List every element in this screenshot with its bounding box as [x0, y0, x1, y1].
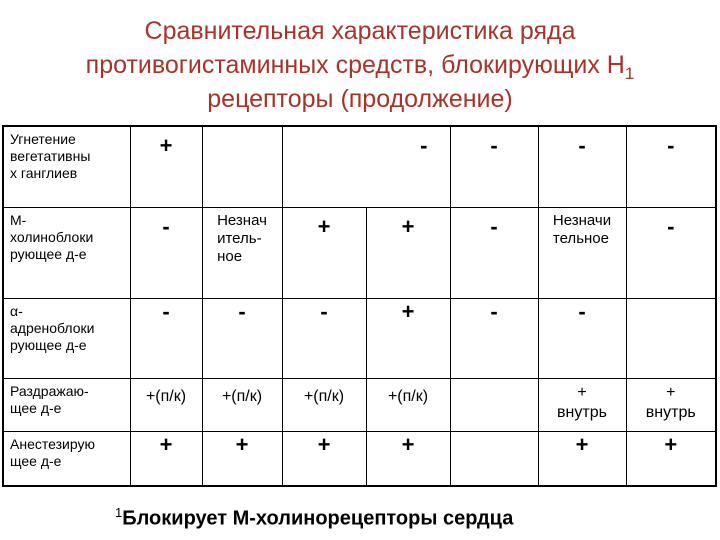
- table-cell: [626, 126, 716, 207]
- cell-value: -: [238, 298, 246, 324]
- table-cell: [130, 431, 202, 486]
- table-cell-empty: [450, 378, 538, 431]
- cell-value: +: [317, 213, 331, 239]
- cell-value: +: [159, 431, 173, 457]
- cell-value: -: [162, 213, 170, 239]
- table-row: [3, 378, 716, 431]
- cell-value: -: [667, 133, 675, 158]
- table-cell: [366, 431, 450, 486]
- cell-value: -: [420, 133, 428, 158]
- title-line-3: рецепторы (продолжение): [207, 85, 513, 113]
- table-cell: [130, 378, 202, 431]
- title-line-2-text: противогистаминных средств, блокирующих H: [85, 51, 625, 79]
- label-line: щее д-е: [10, 399, 62, 416]
- label-line: холиноблоки: [10, 228, 94, 245]
- label-line: х ганглиев: [10, 165, 78, 181]
- cell-value: -: [490, 298, 498, 324]
- table-cell: [282, 378, 366, 431]
- cell-value: -: [578, 298, 586, 324]
- cell-line: итель-: [217, 229, 262, 247]
- table-cell: [282, 298, 366, 378]
- table-cell: [538, 207, 626, 298]
- cell-value: -: [320, 298, 328, 324]
- label-line: рующее д-е: [10, 336, 87, 353]
- table-cell: [626, 431, 716, 486]
- table-cell: [130, 207, 202, 298]
- cell-value: +: [401, 298, 415, 324]
- cell-value: [217, 208, 267, 266]
- footnote: [115, 505, 513, 531]
- cell-value: +(п/к): [303, 387, 345, 405]
- table-cell: [450, 298, 538, 378]
- table-row: [3, 431, 716, 486]
- table-row: [3, 298, 716, 378]
- table-cell: [450, 126, 538, 207]
- table-cell: [366, 298, 450, 378]
- title-line-2: [0, 48, 720, 82]
- cell-line: внутрь: [557, 403, 607, 421]
- cell-value: +(п/к): [221, 387, 263, 405]
- table-cell: [538, 298, 626, 378]
- cell-line: тельное: [552, 229, 609, 247]
- table-cell-empty: [450, 431, 538, 486]
- cell-line: +: [666, 383, 676, 401]
- cell-line: ное: [217, 247, 243, 265]
- row-label-irritating: [3, 378, 130, 431]
- row-label-ganglia: [3, 126, 130, 207]
- comparison-table: [2, 125, 717, 487]
- row-label-alpha-adrenoblocking: [3, 298, 130, 378]
- title-subscript: 1: [624, 64, 635, 83]
- cell-value: +(п/к): [145, 387, 187, 405]
- table-cell: [538, 378, 626, 431]
- label-line: вегетативны: [10, 148, 91, 164]
- table-cell: [450, 207, 538, 298]
- table-cell-empty: [626, 298, 716, 378]
- cell-value: +: [235, 431, 249, 457]
- cell-value: +: [159, 133, 173, 158]
- cell-value: [646, 379, 696, 423]
- label-line: М-: [10, 211, 27, 228]
- table-cell-empty: [202, 126, 282, 207]
- row-label-anesthetic: [3, 431, 130, 486]
- cell-line: Незнач: [217, 211, 267, 229]
- cell-value: -: [667, 213, 675, 239]
- cell-line: Незначи: [552, 211, 612, 229]
- table-row: [3, 207, 716, 298]
- label-line: Угнетение: [10, 131, 76, 147]
- table-cell: [202, 298, 282, 378]
- cell-value: +: [575, 431, 589, 457]
- label-line: Анестезирую: [10, 435, 95, 452]
- cell-value: +: [401, 213, 415, 239]
- table-cell: [282, 207, 366, 298]
- label-line: α-: [10, 302, 23, 319]
- label-line: щее д-е: [10, 452, 62, 469]
- table-cell: [538, 126, 626, 207]
- cell-value: +: [401, 431, 415, 457]
- cell-value: [557, 379, 607, 423]
- cell-line: внутрь: [645, 403, 696, 421]
- label-line: Раздражаю-: [10, 382, 89, 399]
- table-cell: [626, 378, 716, 431]
- cell-value: +(п/к): [387, 387, 429, 405]
- table-cell: [202, 207, 282, 298]
- table-cell: [366, 207, 450, 298]
- cell-value: [553, 208, 611, 248]
- cell-value: -: [578, 133, 586, 158]
- row-label-m-cholinoblocking: [3, 207, 130, 298]
- title-line-1: Сравнительная характеристика ряда: [144, 17, 576, 45]
- table-row: [3, 126, 716, 207]
- table-cell: [202, 378, 282, 431]
- cell-value: +: [664, 431, 678, 457]
- slide-title: [0, 14, 720, 116]
- table-cell: [538, 431, 626, 486]
- footnote-mark: 1: [115, 505, 123, 520]
- cell-value: -: [162, 298, 170, 324]
- cell-value: +: [317, 431, 331, 457]
- table-cell: [626, 207, 716, 298]
- table-cell: [202, 431, 282, 486]
- cell-value: -: [490, 133, 498, 158]
- table-cell: [282, 431, 366, 486]
- table-cell: [366, 378, 450, 431]
- footnote-text: Блокирует М-холинорецепторы сердца: [122, 507, 514, 530]
- table-cell: [130, 126, 202, 207]
- label-line: рующее д-е: [10, 245, 87, 262]
- cell-line: +: [577, 383, 587, 401]
- table-cell: [282, 126, 450, 207]
- label-line: адреноблоки: [10, 319, 95, 336]
- cell-value: -: [490, 213, 498, 239]
- table-cell: [130, 298, 202, 378]
